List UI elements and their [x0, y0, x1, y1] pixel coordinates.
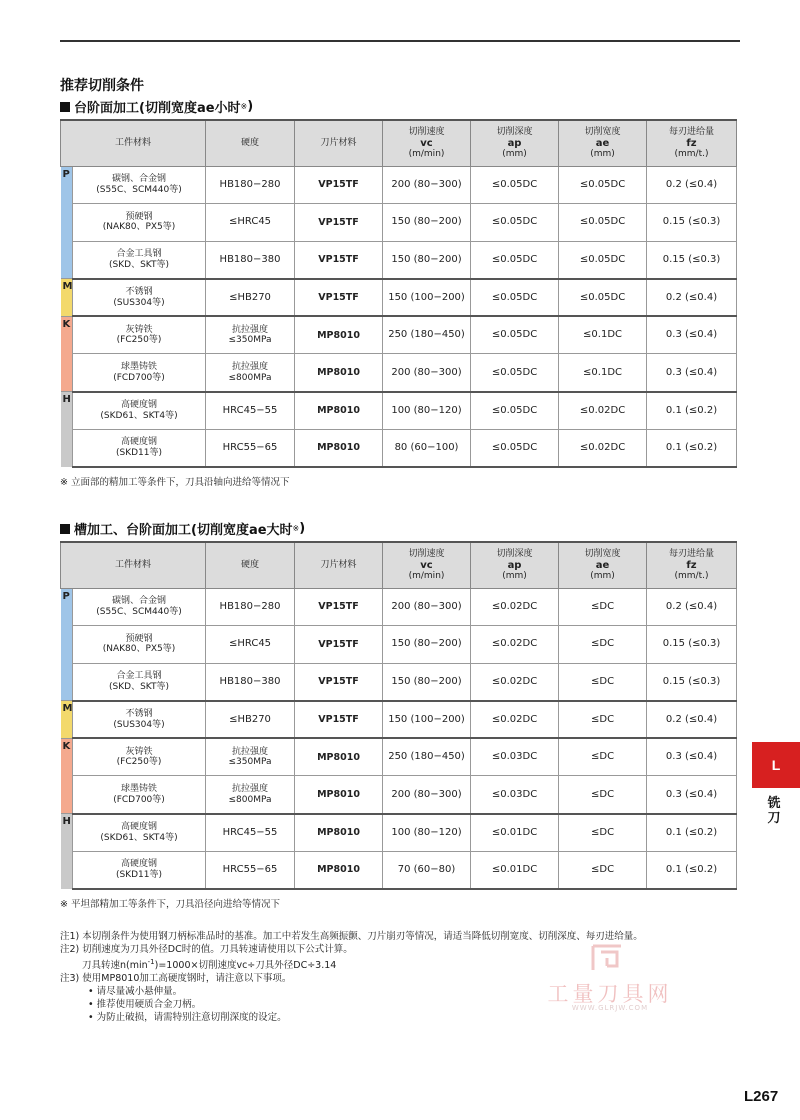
cell-material: 灰铸铁 (FC250等) — [73, 738, 206, 776]
cell-fz: 0.3 (≤0.4) — [647, 776, 737, 814]
iso-group-h — [61, 392, 73, 467]
cell-material: 不锈钢 (SUS304等) — [73, 279, 206, 317]
cell-vc: 150 (80−200) — [383, 204, 471, 242]
cell-grade: VP15TF — [295, 241, 383, 279]
cell-ap: ≤0.05DC — [471, 166, 559, 204]
section-tab-label: 铣刀 — [767, 796, 781, 826]
section-tab-letter: L — [771, 757, 781, 773]
watermark-text: 工量刀具网 — [547, 982, 673, 1006]
cell-ap: ≤0.05DC — [471, 316, 559, 354]
cell-hardness: ≤HB270 — [206, 279, 295, 317]
cell-ap: ≤0.01DC — [471, 814, 559, 852]
top-rule — [60, 40, 740, 42]
cell-vc: 100 (80−120) — [383, 814, 471, 852]
header-grade: 刀片材料 — [295, 120, 383, 166]
cell-material: 预硬钢 (NAK80、PX5等) — [73, 626, 206, 664]
cell-ap: ≤0.02DC — [471, 663, 559, 701]
cell-material: 灰铸铁 (FC250等) — [73, 316, 206, 354]
cutting-conditions-table-2 — [60, 541, 737, 890]
cell-material: 高硬度钢 (SKD61、SKT4等) — [73, 392, 206, 430]
cell-fz: 0.2 (≤0.4) — [647, 588, 737, 626]
cell-grade: VP15TF — [295, 701, 383, 739]
cell-ae: ≤DC — [559, 626, 647, 664]
cell-material: 高硬度钢 (SKD11等) — [73, 851, 206, 889]
watermark-url: WWW.GLRJW.COM — [571, 1004, 649, 1012]
cell-hardness: HB180−380 — [206, 663, 295, 701]
cell-material: 高硬度钢 (SKD61、SKT4等) — [73, 814, 206, 852]
footnote-3-bullet: • 为防止破损，请需特别注意切削深度的设定。 — [88, 1012, 287, 1024]
cell-ae: ≤DC — [559, 588, 647, 626]
iso-group-k — [61, 316, 73, 391]
header-material: 工件材料 — [61, 120, 206, 166]
cell-vc: 250 (180−450) — [383, 316, 471, 354]
cell-grade: VP15TF — [295, 626, 383, 664]
cell-ae: ≤DC — [559, 851, 647, 889]
cell-fz: 0.15 (≤0.3) — [647, 204, 737, 242]
table-header-row — [61, 542, 737, 588]
cell-ae: ≤DC — [559, 738, 647, 776]
section-heading-2: 槽加工、台阶面加工(切削宽度ae大时 ※ ) — [60, 519, 305, 538]
cell-material: 碳钢、合金钢 (S55C、SCM440等) — [73, 166, 206, 204]
table-row — [61, 626, 737, 664]
cell-ap: ≤0.05DC — [471, 429, 559, 467]
table-row — [61, 814, 737, 852]
cell-vc: 150 (80−200) — [383, 626, 471, 664]
cell-material: 碳钢、合金钢 (S55C、SCM440等) — [73, 588, 206, 626]
table-row — [61, 166, 737, 204]
cell-ae: ≤0.1DC — [559, 316, 647, 354]
table-row — [61, 663, 737, 701]
iso-letter: M — [62, 281, 73, 293]
cell-grade: VP15TF — [295, 663, 383, 701]
cell-material: 球墨铸铁 (FCD700等) — [73, 354, 206, 392]
cell-grade: MP8010 — [295, 738, 383, 776]
section-tab-l[interactable] — [752, 742, 800, 788]
header-ap: 切削深度 ap (mm) — [471, 120, 559, 166]
cell-fz: 0.2 (≤0.4) — [647, 279, 737, 317]
cell-material: 合金工具钢 (SKD、SKT等) — [73, 663, 206, 701]
header-ae: 切削宽度 ae (mm) — [559, 542, 647, 588]
iso-group-p — [61, 588, 73, 701]
cell-vc: 200 (80−300) — [383, 166, 471, 204]
cell-ae: ≤DC — [559, 701, 647, 739]
iso-group-h — [61, 814, 73, 889]
cell-ae: ≤0.05DC — [559, 166, 647, 204]
iso-group-m — [61, 279, 73, 317]
cell-hardness: ≤HRC45 — [206, 626, 295, 664]
cell-ap: ≤0.01DC — [471, 851, 559, 889]
iso-letter: K — [62, 740, 71, 752]
table-row — [61, 241, 737, 279]
cell-material: 高硬度钢 (SKD11等) — [73, 429, 206, 467]
section-heading-1: 台阶面加工(切削宽度ae小时 ※ ) — [60, 97, 253, 116]
cell-grade: MP8010 — [295, 776, 383, 814]
table-row — [61, 588, 737, 626]
cell-grade: VP15TF — [295, 279, 383, 317]
cell-hardness: HB180−280 — [206, 588, 295, 626]
cell-hardness: 抗拉强度 ≤350MPa — [206, 738, 295, 776]
cell-grade: VP15TF — [295, 204, 383, 242]
footnote-1: 注1) 本切削条件为使用钢刀柄标准品时的基准。加工中若发生高频振颤、刀片崩刃等情况，请适当降低切削宽度、切削深度、每刃进给量。 — [60, 931, 643, 942]
iso-letter: P — [62, 168, 70, 180]
footnote-3-bullet: • 推荐使用硬质合金刀柄。 — [88, 999, 202, 1011]
cell-ap: ≤0.03DC — [471, 738, 559, 776]
cell-vc: 150 (80−200) — [383, 663, 471, 701]
cell-fz: 0.3 (≤0.4) — [647, 316, 737, 354]
iso-letter: H — [62, 394, 71, 406]
cell-material: 预硬钢 (NAK80、PX5等) — [73, 204, 206, 242]
table-2-note: ※ 平坦部精加工等条件下，刀具沿径向进给等情况下 — [60, 899, 280, 910]
cell-grade: MP8010 — [295, 851, 383, 889]
header-material: 工件材料 — [61, 542, 206, 588]
cell-ae: ≤0.02DC — [559, 429, 647, 467]
cell-hardness: HRC45−55 — [206, 392, 295, 430]
cell-hardness: HB180−380 — [206, 241, 295, 279]
page-title: 推荐切削条件 — [60, 78, 144, 94]
cell-ae: ≤0.05DC — [559, 241, 647, 279]
cell-fz: 0.2 (≤0.4) — [647, 701, 737, 739]
table-row — [61, 738, 737, 776]
cell-ae: ≤0.05DC — [559, 279, 647, 317]
table-row — [61, 354, 737, 392]
watermark-logo-icon — [587, 942, 627, 974]
header-fz: 每刃进给量 fz (mm/t.) — [647, 542, 737, 588]
header-ap: 切削深度 ap (mm) — [471, 542, 559, 588]
cell-material: 合金工具钢 (SKD、SKT等) — [73, 241, 206, 279]
cell-material: 球墨铸铁 (FCD700等) — [73, 776, 206, 814]
cell-fz: 0.15 (≤0.3) — [647, 663, 737, 701]
cell-ae: ≤DC — [559, 776, 647, 814]
cell-ae: ≤DC — [559, 814, 647, 852]
cell-ap: ≤0.02DC — [471, 588, 559, 626]
cell-ap: ≤0.05DC — [471, 354, 559, 392]
table-row — [61, 316, 737, 354]
iso-letter: H — [62, 816, 71, 828]
header-ae: 切削宽度 ae (mm) — [559, 120, 647, 166]
cell-grade: MP8010 — [295, 429, 383, 467]
cell-vc: 70 (60−80) — [383, 851, 471, 889]
cell-hardness: 抗拉强度 ≤350MPa — [206, 316, 295, 354]
iso-group-p — [61, 166, 73, 279]
cell-ap: ≤0.05DC — [471, 241, 559, 279]
cell-grade: MP8010 — [295, 354, 383, 392]
table-row — [61, 851, 737, 889]
header-hardness: 硬度 — [206, 542, 295, 588]
iso-group-m — [61, 701, 73, 739]
cell-vc: 200 (80−300) — [383, 776, 471, 814]
heading-note-mark: ※ — [292, 524, 300, 533]
cell-vc: 200 (80−300) — [383, 588, 471, 626]
cell-fz: 0.15 (≤0.3) — [647, 626, 737, 664]
cell-vc: 80 (60−100) — [383, 429, 471, 467]
cell-ap: ≤0.05DC — [471, 392, 559, 430]
cell-grade: VP15TF — [295, 588, 383, 626]
footnote-3: 注3) 使用MP8010加工高硬度钢时，请注意以下事项。 — [60, 973, 292, 985]
cell-fz: 0.3 (≤0.4) — [647, 354, 737, 392]
header-fz: 每刃进给量 fz (mm/t.) — [647, 120, 737, 166]
cell-fz: 0.3 (≤0.4) — [647, 738, 737, 776]
iso-letter: M — [62, 703, 73, 715]
iso-letter: K — [62, 318, 71, 330]
table-row — [61, 776, 737, 814]
footnote-2: 注2) 切削速度为刀具外径DC时的值。刀具转速请使用以下公式计算。 — [60, 944, 353, 955]
header-hardness: 硬度 — [206, 120, 295, 166]
cell-grade: MP8010 — [295, 316, 383, 354]
cell-ap: ≤0.05DC — [471, 279, 559, 317]
cell-fz: 0.1 (≤0.2) — [647, 392, 737, 430]
cell-fz: 0.1 (≤0.2) — [647, 814, 737, 852]
header-vc: 切削速度 vc (m/min) — [383, 120, 471, 166]
cell-fz: 0.2 (≤0.4) — [647, 166, 737, 204]
table-row — [61, 392, 737, 430]
cell-grade: MP8010 — [295, 392, 383, 430]
iso-letter: P — [62, 590, 70, 602]
cell-ap: ≤0.05DC — [471, 204, 559, 242]
cell-ap: ≤0.02DC — [471, 626, 559, 664]
cell-hardness: HRC55−65 — [206, 851, 295, 889]
cell-hardness: 抗拉强度 ≤800MPa — [206, 354, 295, 392]
table-row — [61, 701, 737, 739]
cell-fz: 0.1 (≤0.2) — [647, 851, 737, 889]
cell-grade: MP8010 — [295, 814, 383, 852]
footnote-3-bullet: • 请尽量减小悬伸量。 — [88, 986, 183, 998]
cell-vc: 150 (80−200) — [383, 241, 471, 279]
square-bullet-icon — [60, 102, 70, 112]
cell-fz: 0.15 (≤0.3) — [647, 241, 737, 279]
cell-vc: 100 (80−120) — [383, 392, 471, 430]
cell-ae: ≤DC — [559, 663, 647, 701]
cell-ae: ≤0.02DC — [559, 392, 647, 430]
table-header-row — [61, 120, 737, 166]
cell-grade: VP15TF — [295, 166, 383, 204]
cell-ae: ≤0.1DC — [559, 354, 647, 392]
table-1-note: ※ 立面部的精加工等条件下，刀具沿轴向进给等情况下 — [60, 477, 290, 488]
table-row — [61, 204, 737, 242]
cell-hardness: ≤HB270 — [206, 701, 295, 739]
footnote-2-formula: 刀具转速$n(\min^{-1})=1000\times$切削速度vc÷刀具外径DC÷3.14 — [82, 958, 337, 972]
cell-fz: 0.1 (≤0.2) — [647, 429, 737, 467]
cell-ap: ≤0.02DC — [471, 701, 559, 739]
page-number: L267 — [744, 1088, 779, 1105]
cell-hardness: HRC45−55 — [206, 814, 295, 852]
cell-ap: ≤0.03DC — [471, 776, 559, 814]
cutting-conditions-table-1 — [60, 119, 737, 468]
cell-vc: 250 (180−450) — [383, 738, 471, 776]
cell-ae: ≤0.05DC — [559, 204, 647, 242]
section-heading-1-text: 台阶面加工(切削宽度ae小时 — [74, 101, 241, 116]
heading-note-mark: ※ — [240, 102, 248, 111]
table-row — [61, 429, 737, 467]
cell-hardness: HRC55−65 — [206, 429, 295, 467]
cell-material: 不锈钢 (SUS304等) — [73, 701, 206, 739]
cell-hardness: 抗拉强度 ≤800MPa — [206, 776, 295, 814]
watermark — [535, 940, 685, 1020]
header-vc: 切削速度 vc (m/min) — [383, 542, 471, 588]
cell-vc: 150 (100−200) — [383, 279, 471, 317]
table-row — [61, 279, 737, 317]
square-bullet-icon — [60, 524, 70, 534]
cell-vc: 150 (100−200) — [383, 701, 471, 739]
cell-vc: 200 (80−300) — [383, 354, 471, 392]
header-grade: 刀片材料 — [295, 542, 383, 588]
section-heading-2-text: 槽加工、台阶面加工(切削宽度ae大时 — [74, 523, 293, 538]
cell-hardness: ≤HRC45 — [206, 204, 295, 242]
iso-group-k — [61, 738, 73, 813]
cell-hardness: HB180−280 — [206, 166, 295, 204]
